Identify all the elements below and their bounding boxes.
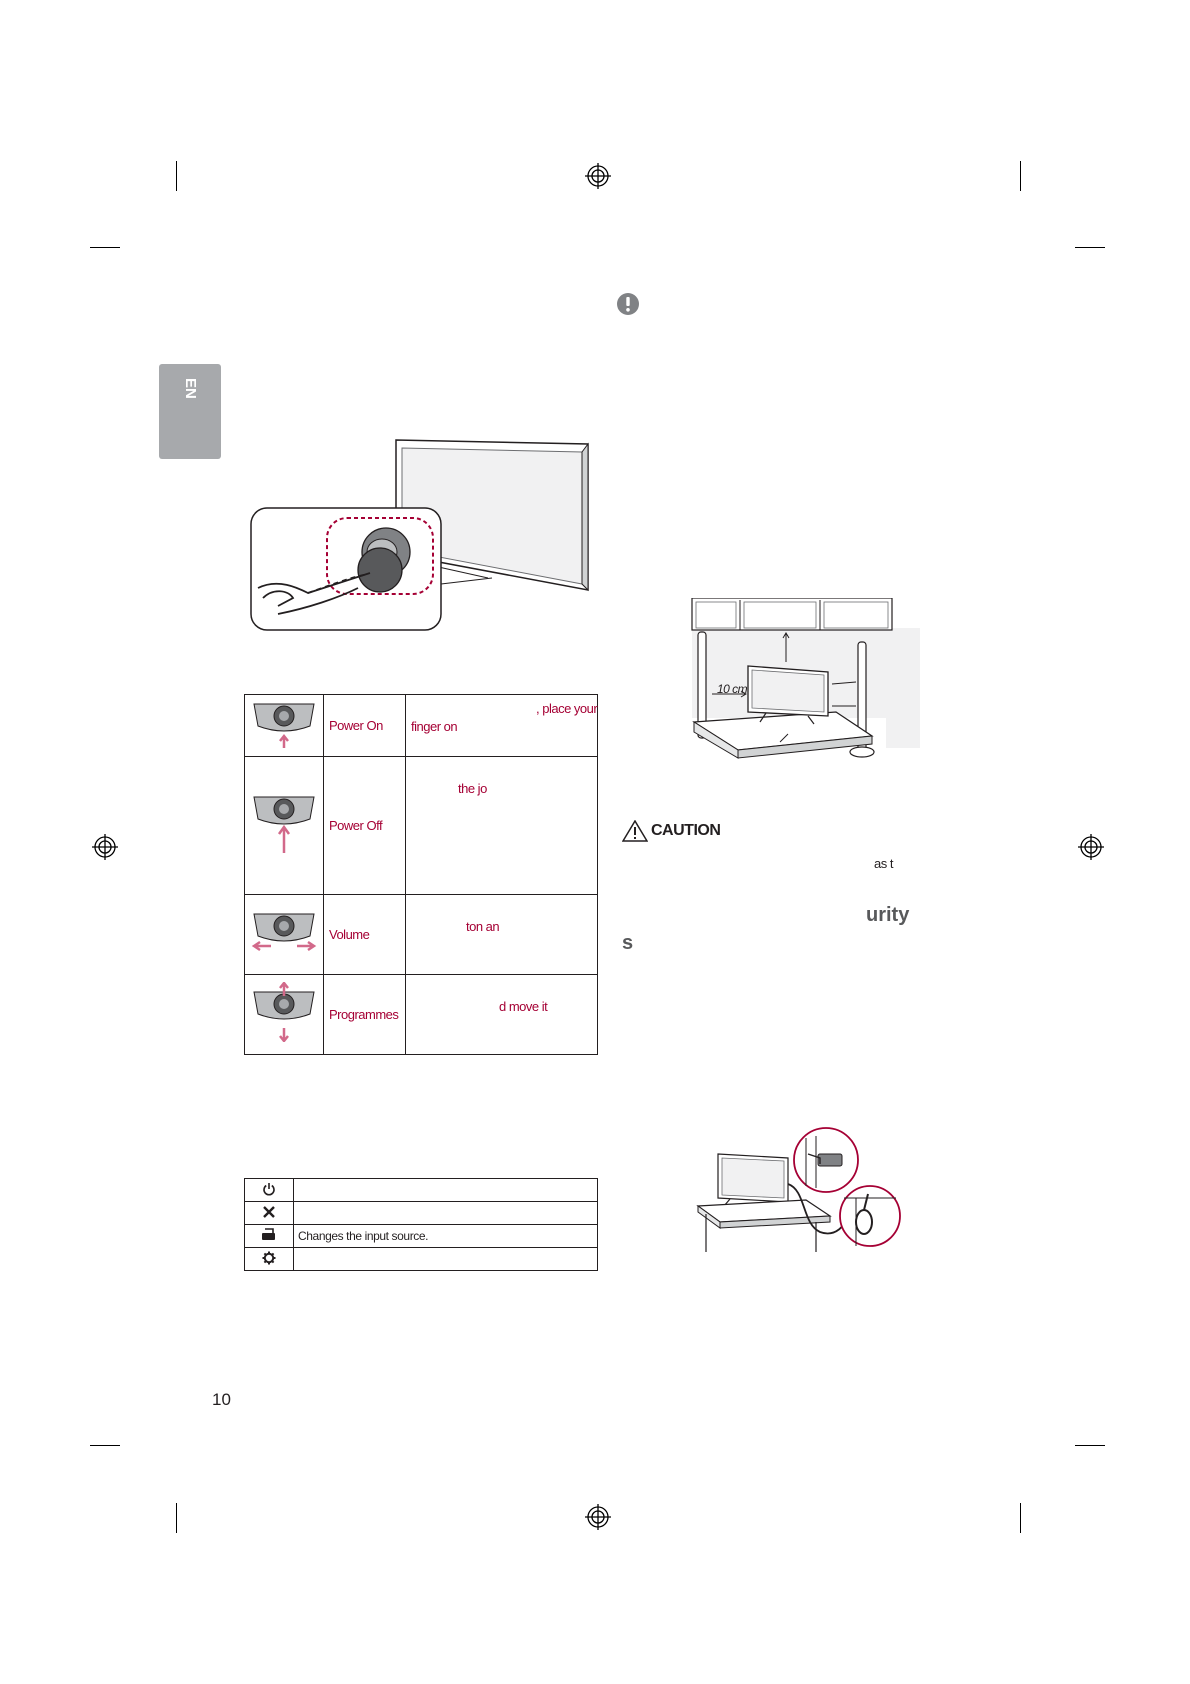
joystick-left-right-icon (251, 908, 317, 956)
crop-mark (1075, 1445, 1105, 1446)
caution-triangle-icon (622, 820, 648, 842)
registration-mark-icon (1078, 834, 1104, 860)
joystick-function-label: Volume (324, 895, 406, 975)
joystick-press-hold-icon (252, 791, 316, 855)
crop-mark (176, 161, 177, 191)
joystick-function-description (406, 757, 598, 895)
close-icon (262, 1205, 276, 1219)
menu-item-description: Changes the input source. (294, 1225, 598, 1248)
registration-mark-icon (585, 163, 611, 189)
crop-mark (1075, 247, 1105, 248)
joystick-function-description (406, 695, 598, 757)
joystick-function-table (244, 694, 598, 1055)
description-fragment: ton an (466, 919, 500, 934)
security-lock-illustration (696, 1124, 902, 1254)
table-row (245, 757, 598, 895)
input-icon (261, 1228, 277, 1242)
language-tab (159, 364, 221, 459)
joystick-left-right-icon-cell (245, 895, 324, 975)
security-heading-fragment: urity (866, 904, 910, 926)
description-fragment: the jo (458, 781, 487, 796)
joystick-press-icon (252, 696, 316, 750)
registration-mark-icon (92, 834, 118, 860)
joystick-function-label: Programmes (324, 975, 406, 1055)
joystick-up-icon-cell (245, 695, 324, 757)
caution-label: CAUTION (651, 822, 721, 839)
caution-text-fragment: as t (874, 856, 893, 871)
table-row (245, 895, 598, 975)
power-icon (262, 1182, 276, 1196)
table-row (245, 695, 598, 757)
security-heading-fragment: s (622, 932, 634, 954)
crop-mark (1020, 161, 1021, 191)
joystick-function-label: Power On (324, 695, 406, 757)
table-row (245, 1225, 598, 1248)
registration-mark-icon (585, 1504, 611, 1530)
distance-label: 10 cm (717, 682, 748, 696)
page-number: 10 (212, 1390, 231, 1409)
joystick-hold-icon-cell (245, 757, 324, 895)
gear-icon (262, 1251, 276, 1265)
table-row (245, 1179, 598, 1202)
table-row (245, 975, 598, 1055)
tv-joystick-illustration (248, 438, 594, 633)
description-fragment: d move it (499, 999, 548, 1014)
menu-item-description (294, 1248, 598, 1271)
language-tab-label: EN (182, 378, 199, 399)
description-fragment: finger on (411, 719, 458, 734)
crop-mark (90, 1445, 120, 1446)
joystick-up-down-icon-cell (245, 975, 324, 1055)
menu-item-description (294, 1179, 598, 1202)
joystick-function-description (406, 895, 598, 975)
joystick-function-label: Power Off (324, 757, 406, 895)
note-icon (616, 292, 640, 316)
table-row (245, 1202, 598, 1225)
crop-mark (176, 1503, 177, 1533)
joystick-up-down-icon (252, 982, 316, 1042)
description-fragment: , place your (536, 701, 598, 716)
joystick-function-description (406, 975, 598, 1055)
installation-space-illustration (668, 598, 920, 774)
crop-mark (1020, 1503, 1021, 1533)
menu-item-description (294, 1202, 598, 1225)
table-row (245, 1248, 598, 1271)
crop-mark (90, 247, 120, 248)
menu-function-table (244, 1178, 598, 1271)
